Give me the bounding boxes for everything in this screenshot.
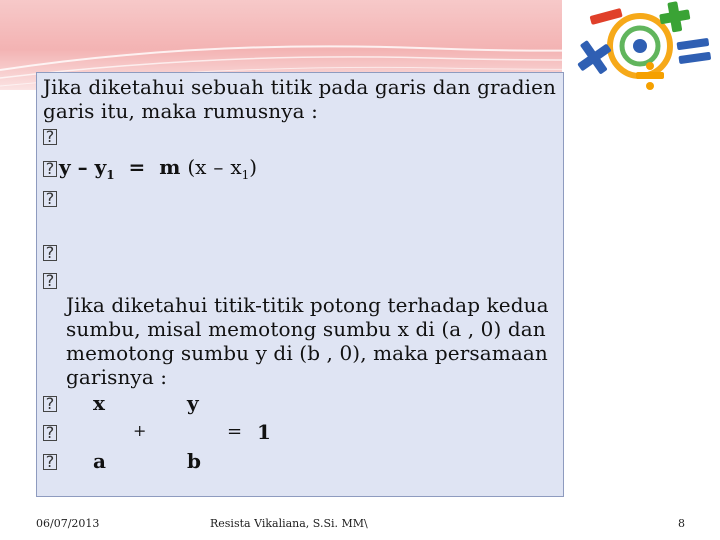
formula1-equals: = (128, 155, 146, 179)
formula2-y: y (187, 391, 199, 415)
footer-author: Resista Vikaliana, S.Si. MM\ (210, 517, 368, 530)
bullet-7: ? (43, 425, 57, 441)
paragraph2-line3: memotong sumbu y di (b , 0), maka persamaan (66, 341, 548, 365)
formula-point-slope (59, 155, 257, 182)
formula1-sub1: 1 (106, 168, 115, 182)
formula1-x1: x (230, 155, 242, 179)
formula2-plus: + (133, 421, 147, 440)
paragraph2-line1: Jika diketahui titik-titik potong terhadap kedua (66, 293, 549, 317)
bullet-8: ? (43, 454, 57, 470)
paragraph2-line4: garisnya : (66, 365, 168, 389)
equals-icon (676, 38, 711, 64)
paragraph2-line2: sumbu, misal memotong sumbu x di (a , 0) dan (66, 317, 546, 341)
formula1-y: y (59, 155, 71, 179)
formula1-minus: – (77, 155, 88, 179)
bullet-3: ? (43, 191, 57, 207)
bullet-1: ? (43, 129, 57, 145)
formula1-open: (x (187, 155, 207, 179)
formula2-x: x (93, 391, 105, 415)
footer-page-number: 8 (678, 517, 685, 530)
bullet-5: ? (43, 273, 57, 289)
formula2-a: a (93, 449, 106, 473)
formula1-m: m (159, 155, 181, 179)
bullet-6: ? (43, 396, 57, 412)
formula1-sub2: 1 (241, 168, 250, 182)
formula2-b: b (187, 449, 201, 473)
footer-date: 06/07/2013 (36, 517, 100, 530)
formula2-equals: = (227, 421, 243, 442)
formula1-y1: y (94, 155, 107, 179)
formula1-minus2: – (213, 155, 224, 179)
paragraph1-line2: garis itu, maka rumusnya : (43, 99, 318, 123)
formula1-close: ) (249, 155, 258, 179)
math-operators-logo (562, 0, 720, 92)
bullet-2: ? (43, 161, 57, 177)
formula2-one: 1 (257, 420, 271, 444)
paragraph1-line1: Jika diketahui sebuah titik pada garis dan gradien (43, 75, 557, 99)
bullet-4: ? (43, 245, 57, 261)
content-box (36, 72, 564, 497)
